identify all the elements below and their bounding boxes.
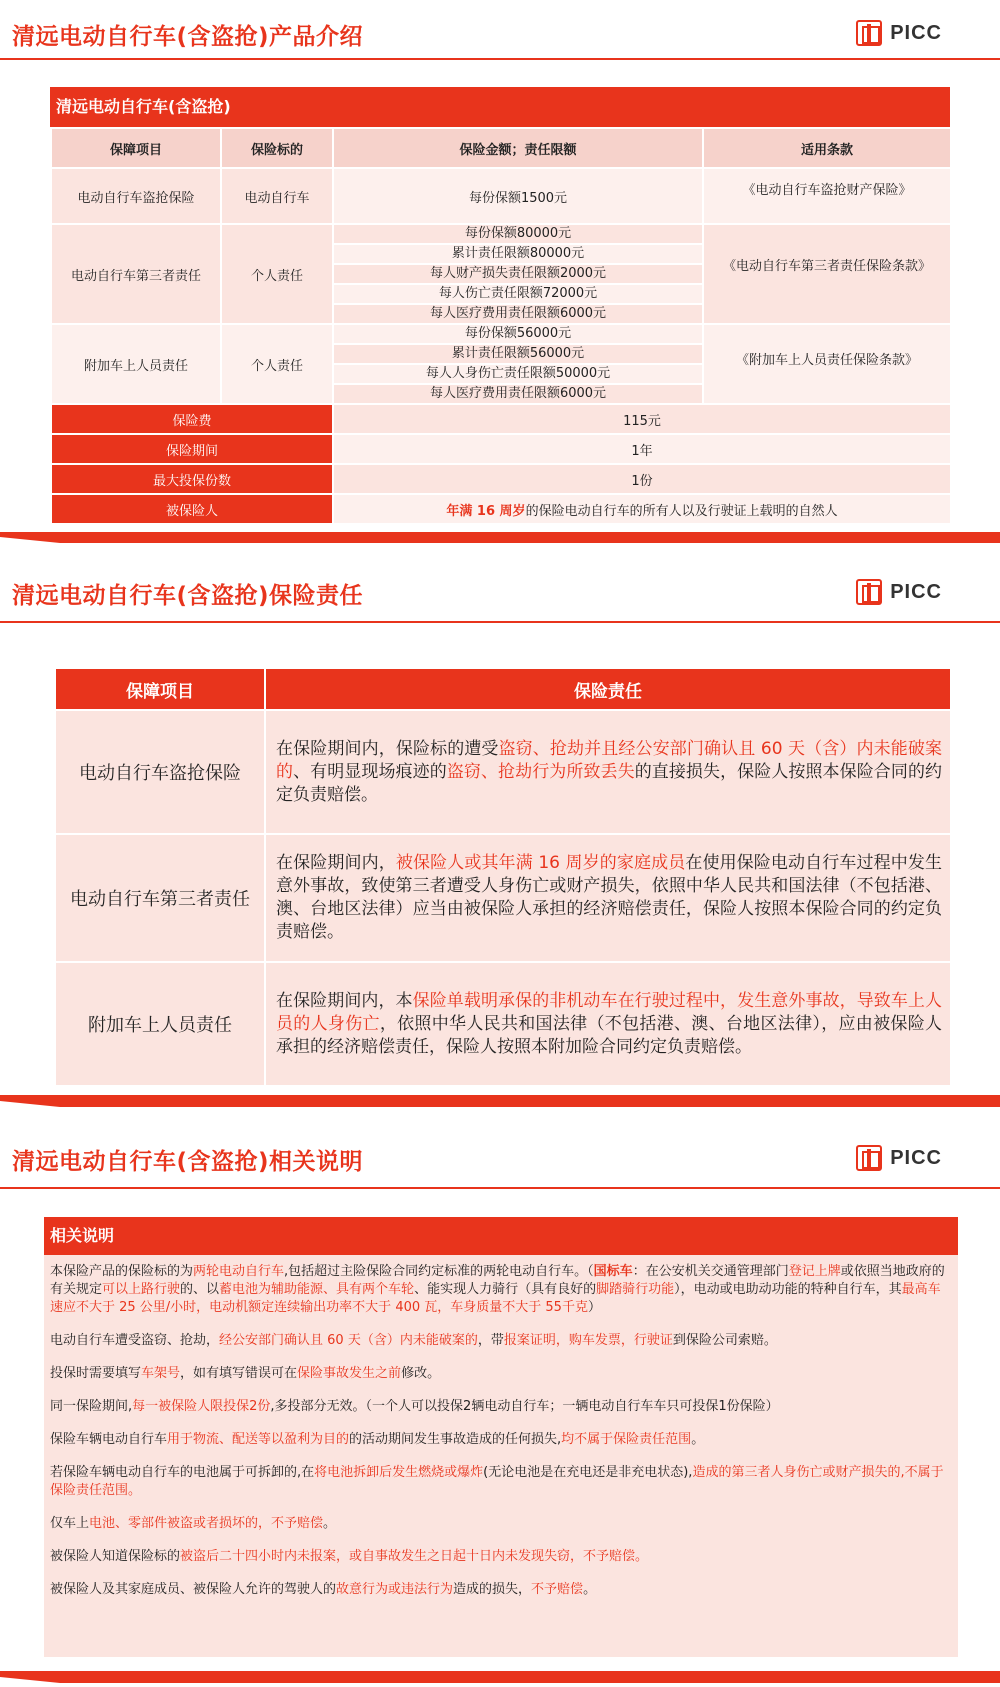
summary-text: 的保险电动自行车的所有人以及行驶证上载明的自然人: [525, 503, 838, 519]
note-item: 电动自行车遭受盗窃、抢劫，经公安部门确认且 60 天（含）内未能破案的，带报案证明，购车发票，行驶证到保险公司索赔。: [50, 1333, 777, 1348]
header-cell: 保障项目: [51, 128, 221, 168]
picc-logo: [856, 20, 942, 46]
liability-text: 在保险期间内，本保险单载明承保的非机动车在行驶过程中，发生意外事故，导致车上人员的人身伤亡，依照中华人民共和国法律（不包括港、澳、台地区法律），应由被保险人承担的经济赔偿责任，保险人按照本附加险合同约定负责赔偿。: [265, 962, 951, 1086]
note-item: 被保险人及其家庭成员、被保险人允许的驾驶人的故意行为或违法行为造成的损失，不予赔偿。: [50, 1582, 597, 1597]
note-item: 被保险人知道保险标的被盗后二十四小时内未报案，或自事故发生之日起十日内未发现失窃，不予赔偿。: [50, 1549, 649, 1564]
picc-logo-icon: [856, 579, 882, 605]
amount-cell: 累计责任限额56000元: [333, 344, 703, 364]
slide-separator-bar: [0, 1101, 1000, 1107]
slide-separator-bar: [0, 1671, 1000, 1677]
title-divider: [0, 58, 1000, 60]
insured-subject: 电动自行车: [221, 168, 333, 224]
note-item: 仅车上电池、零部件被盗或者损坏的，不予赔偿。: [50, 1516, 337, 1531]
picc-logo-icon: [856, 1145, 882, 1171]
coverage-item: 电动自行车盗抢保险: [51, 168, 221, 224]
clause-cell: 《附加车上人员责任保险条款》: [703, 324, 951, 404]
table-header-row: [55, 668, 951, 710]
insured-subject: 个人责任: [221, 224, 333, 324]
summary-label: 保险期间: [51, 434, 333, 464]
title-divider: [0, 1187, 1000, 1189]
picc-logo-text: PICC: [890, 21, 942, 44]
table-row: [55, 962, 951, 1086]
product-table: [50, 87, 950, 525]
clause-cell: 《电动自行车第三者责任保险条款》: [703, 224, 951, 324]
amount-cell: 每人伤亡责任限额72000元: [333, 284, 703, 304]
notes-title: 相关说明: [44, 1217, 958, 1255]
summary-label: 被保险人: [51, 494, 333, 524]
liability-grid: [54, 667, 952, 1087]
coverage-item: 附加车上人员责任: [51, 324, 221, 404]
summary-row: [51, 404, 951, 434]
amount-cell: 每份保额56000元: [333, 324, 703, 344]
summary-value: 1份: [333, 464, 951, 494]
insured-subject: 个人责任: [221, 324, 333, 404]
summary-row: [51, 494, 951, 524]
highlight-text: 年满 16 周岁: [446, 503, 526, 519]
coverage-item: 附加车上人员责任: [55, 962, 265, 1086]
slide-title: 清远电动自行车(含盗抢)产品介绍: [12, 24, 364, 50]
picc-logo: [856, 579, 942, 605]
slide-separator-bar: [0, 537, 1000, 543]
table-row: [51, 224, 951, 244]
amount-cell: 累计责任限额80000元: [333, 244, 703, 264]
amount-cell: 每份保额1500元: [333, 168, 703, 224]
amount-cell: 每人人身伤亡责任限额50000元: [333, 364, 703, 384]
liability-text: 在保险期间内，保险标的遭受盗窃、抢劫并且经公安部门确认且 60 天（含）内未能破案的、有明显现场痕迹的盗窃、抢劫行为所致丢失的直接损失，保险人按照本保险合同的约定负责赔偿。: [265, 710, 951, 834]
slide-title: 清远电动自行车(含盗抢)保险责任: [12, 583, 364, 609]
slide-separator-bar: [0, 1095, 1000, 1101]
table-row: [51, 324, 951, 344]
header-cell: 保险责任: [265, 668, 951, 710]
note-item: 同一保险期间,每一被保险人限投保2份,多投部分无效。（一个人可以投保2辆电动自行车；一辆电动自行车车只可投保1份保险）: [50, 1399, 779, 1414]
summary-value: 115元: [333, 404, 951, 434]
table-row: [51, 168, 951, 224]
picc-logo-text: PICC: [890, 580, 942, 603]
summary-row: [51, 464, 951, 494]
slide-title: 清远电动自行车(含盗抢)相关说明: [12, 1149, 364, 1175]
summary-label: 保险费: [51, 404, 333, 434]
note-item: 投保时需要填写车架号，如有填写错误可在保险事故发生之前修改。: [50, 1366, 441, 1381]
amount-cell: 每人财产损失责任限额2000元: [333, 264, 703, 284]
picc-logo: [856, 1145, 942, 1171]
notes-box: [44, 1217, 958, 1657]
picc-logo-text: PICC: [890, 1146, 942, 1169]
table-row: [55, 710, 951, 834]
note-item: 保险车辆电动自行车用于物流、配送等以盈利为目的的活动期间发生事故造成的任何损失,均不属于保险责任范围。: [50, 1432, 705, 1447]
note-item: 若保险车辆电动自行车的电池属于可拆卸的,在将电池拆卸后发生燃烧或爆炸(无论电池是在充电还是非充电状态),造成的第三者人身伤亡或财产损失的,不属于保险责任范围。: [50, 1465, 944, 1498]
amount-cell: 每份保额80000元: [333, 224, 703, 244]
clause-cell: 《电动自行车盗抢财产保险》: [703, 168, 951, 224]
title-divider: [0, 621, 1000, 623]
amount-cell: 每人医疗费用责任限额6000元: [333, 304, 703, 324]
coverage-item: 电动自行车第三者责任: [55, 834, 265, 962]
summary-label: 最大投保份数: [51, 464, 333, 494]
product-grid: [50, 127, 952, 525]
liability-text: 在保险期间内，被保险人或其年满 16 周岁的家庭成员在使用保险电动自行车过程中发生意外事故，致使第三者遭受人身伤亡或财产损失，依照中华人民共和国法律（不包括港、澳、台地区法律）应当由被保险人承担的经济赔偿责任，保险人按照本保险合同的约定负责赔偿。: [265, 834, 951, 962]
summary-row: [51, 434, 951, 464]
header-cell: 保险标的: [221, 128, 333, 168]
table-row: [55, 834, 951, 962]
coverage-item: 电动自行车盗抢保险: [55, 710, 265, 834]
liability-table: [54, 667, 950, 1087]
header-cell: 保险金额；责任限额: [333, 128, 703, 168]
table-header-row: [51, 128, 951, 168]
summary-value: [333, 494, 951, 524]
picc-logo-icon: [856, 20, 882, 46]
amount-cell: 每人医疗费用责任限额6000元: [333, 384, 703, 404]
header-cell: 适用条款: [703, 128, 951, 168]
summary-value: 1年: [333, 434, 951, 464]
product-table-title: 清远电动自行车(含盗抢): [50, 87, 950, 127]
slide-separator-bar: [0, 1677, 1000, 1683]
notes-body: [44, 1255, 958, 1599]
note-item: 本保险产品的保险标的为两轮电动自行车,包括超过主险保险合同约定标准的两轮电动自行车。（国标车：在公安机关交通管理部门登记上牌或依照当地政府的有关规定可以上路行驶的、以蓄电池为辅助能源、具有两个车轮、能实现人力骑行（具有良好的脚踏骑行功能），电动或电助动功能的特种自行车，其最高车速应不大于 25 公里/小时，电动机额定连续输出功率不大于 400 瓦，车身质量不大于 55千克）: [50, 1264, 945, 1315]
coverage-item: 电动自行车第三者责任: [51, 224, 221, 324]
header-cell: 保障项目: [55, 668, 265, 710]
